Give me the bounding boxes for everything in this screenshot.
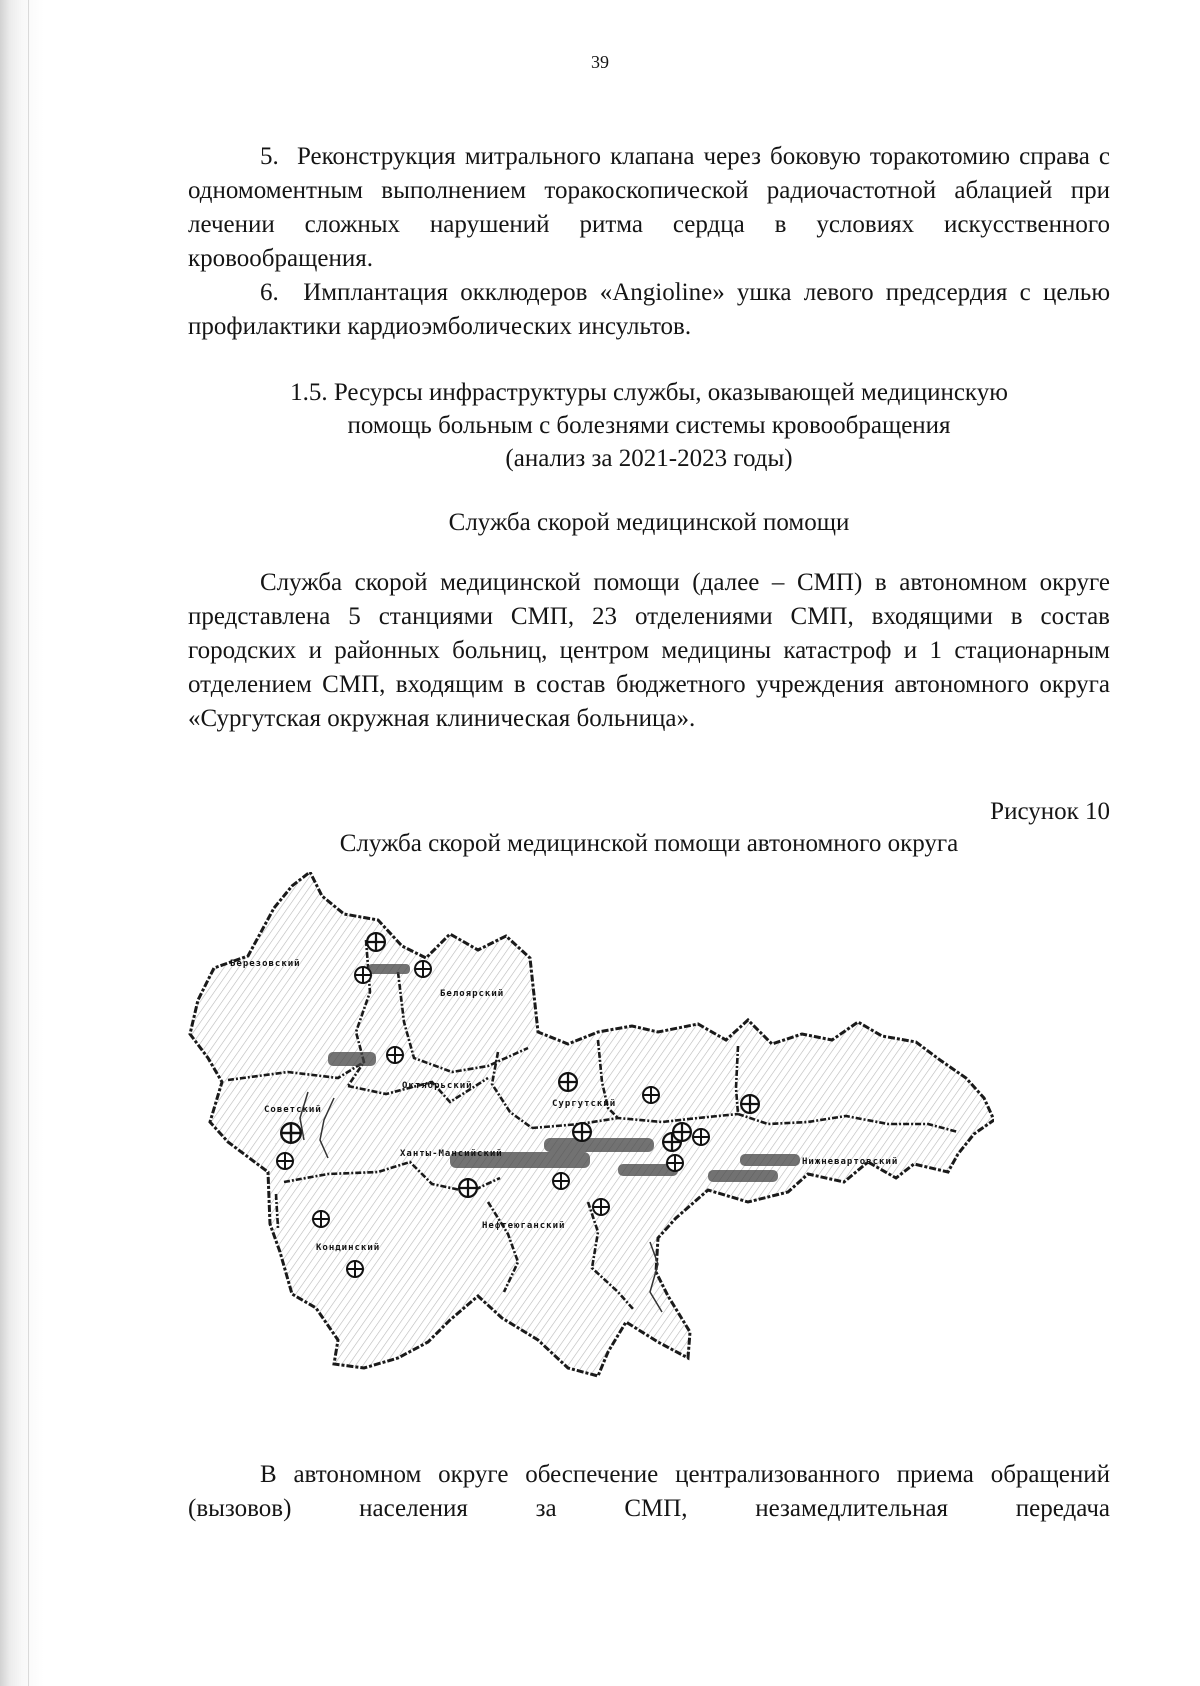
region-outline	[190, 872, 994, 1376]
section-heading-line-1: 1.5. Ресурсы инфраструктуры службы, оказывающей медицинскую	[290, 379, 1008, 406]
figure-number: Рисунок 10	[990, 798, 1110, 825]
hospital-icon	[367, 933, 385, 951]
hospital-icon	[643, 1087, 659, 1103]
smp-paragraph-block	[188, 566, 1110, 736]
hospital-icon	[281, 1123, 301, 1143]
hospital-icon	[553, 1173, 569, 1189]
list-item-number: 6.	[260, 279, 279, 306]
label-kondinsky: Кондинский	[316, 1243, 381, 1253]
page-number: 39	[591, 52, 609, 72]
hospital-icon	[415, 961, 431, 977]
section-heading-line-3: (анализ за 2021-2023 годы)	[505, 445, 793, 472]
list-item-text: Реконструкция митрального клапана через боковую торакотомию справа с одномоментным выполнением торакоскопической радиочастотной аблацией при лечении сложных нарушений ритма сердца в условиях искусственного кровообращения.	[188, 143, 1110, 272]
hospital-icon	[277, 1153, 293, 1169]
hospital-icon	[593, 1199, 609, 1215]
scan-left-edge	[0, 0, 44, 1686]
label-surgutsky: Сургутский	[552, 1099, 617, 1109]
hospital-icon	[667, 1155, 683, 1171]
bottom-paragraph-block	[188, 1458, 1110, 1526]
district-map	[188, 872, 994, 1400]
hospital-icon	[573, 1123, 591, 1141]
hospital-icon	[693, 1129, 709, 1145]
label-khanty: Ханты-Мансийский	[400, 1149, 503, 1159]
bottom-paragraph: В автономном округе обеспечение централизованного приема обращений (вызовов) населения за СМП, незамедлительная передача	[188, 1461, 1110, 1522]
list-item-text: Имплантация окклюдеров «Angioline» ушка левого предсердия с целью профилактики кардиоэмболических инсультов.	[188, 279, 1110, 340]
hospital-icon	[313, 1211, 329, 1227]
list-item	[188, 140, 1110, 276]
numbered-list	[188, 140, 1110, 344]
label-oktyabrsky: Октябрьский	[402, 1081, 473, 1091]
label-nefteyugansky: Нефтеюганский	[482, 1221, 566, 1231]
label-sovetsky: Советский	[264, 1105, 322, 1115]
label-beloyarsky: Белоярский	[440, 989, 505, 999]
label-berezovsky: Березовский	[230, 959, 301, 969]
label-nizhnevartovsky: Нижневартовский	[802, 1157, 899, 1167]
hospital-icon	[459, 1179, 477, 1197]
smp-paragraph: Служба скорой медицинской помощи (далее – СМП) в автономном округе представлена 5 станциями СМП, 23 отделениями СМП, входящими в состав городских и районных больниц, центром медицины катастроф и 1 стационарным отделением СМП, входящим в состав бюджетного учреждения автономного округа «Сургутская окружная клиническая больница».	[188, 569, 1110, 732]
hospital-icon	[387, 1047, 403, 1063]
hospital-icon	[673, 1123, 691, 1141]
section-heading-line-2: помощь больным с болезнями системы кровообращения	[347, 412, 951, 439]
section-heading	[188, 376, 1110, 475]
district-map-svg	[188, 872, 994, 1400]
hospital-icon	[355, 967, 371, 983]
list-item	[188, 276, 1110, 344]
figure-title: Служба скорой медицинской помощи автономного округа	[339, 830, 959, 857]
hospital-icon	[347, 1261, 363, 1277]
subheading: Служба скорой медицинской помощи	[448, 509, 850, 536]
hospital-icon	[559, 1073, 577, 1091]
list-item-number: 5.	[260, 143, 279, 170]
hospital-icon	[741, 1095, 759, 1113]
